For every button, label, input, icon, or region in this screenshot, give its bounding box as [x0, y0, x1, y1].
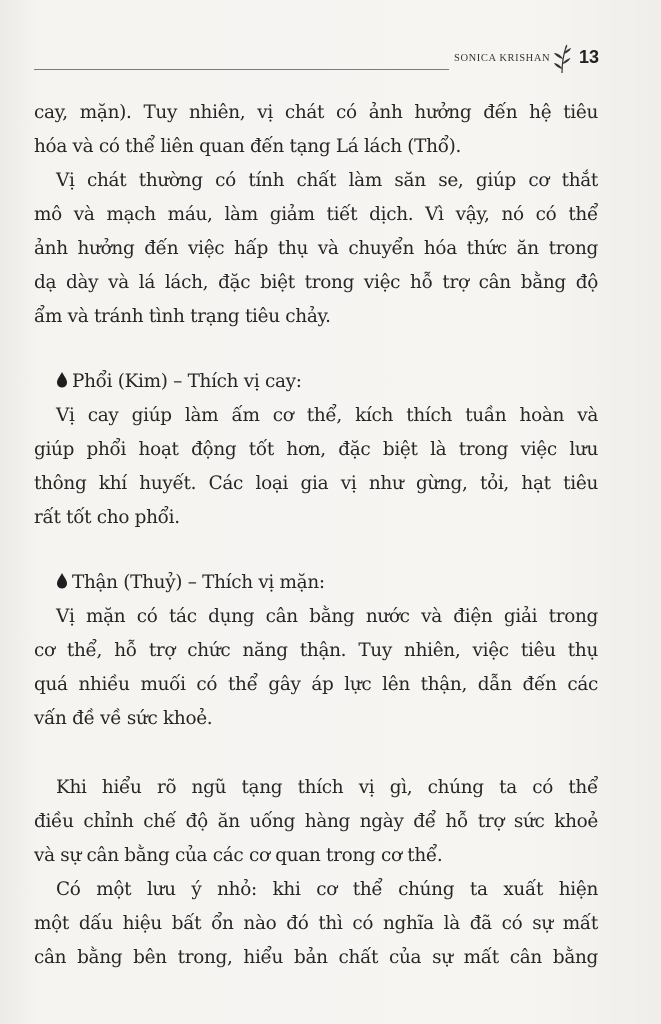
text-line: một dấu hiệu bất ổn nào đó thì có nghĩa là đã có sự mất	[34, 913, 598, 934]
text-line: điều chỉnh chế độ ăn uống hàng ngày để hỗ trợ sức khoẻ	[34, 811, 598, 832]
heading-text: Phổi (Kim) – Thích vị cay:	[72, 371, 302, 392]
paragraph	[34, 399, 598, 535]
page-number: 13	[579, 47, 600, 67]
text-line: quá nhiều muối có thể gây áp lực lên thận, dẫn đến các	[34, 674, 598, 695]
text-line: hóa và có thể liên quan đến tạng Lá lách (Thổ).	[34, 136, 462, 157]
section-heading-kidneys	[34, 566, 598, 600]
text-line: Khi hiểu rõ ngũ tạng thích vị gì, chúng ta có thể	[56, 777, 598, 798]
text-line: dạ dày và lá lách, đặc biệt trong việc hỗ trợ cân bằng độ	[34, 272, 598, 293]
text-line: ẩm và tránh tình trạng tiêu chảy.	[34, 306, 331, 327]
paragraph-gap	[34, 535, 598, 566]
heading-text: Thận (Thuỷ) – Thích vị mặn:	[72, 572, 325, 593]
paragraph-gap	[34, 334, 598, 365]
water-drop-icon	[56, 573, 68, 589]
text-line: Vị mặn có tác dụng cân bằng nước và điện giải trong	[56, 606, 598, 627]
paragraph	[34, 873, 598, 975]
body-text	[34, 96, 598, 975]
paragraph	[34, 96, 598, 164]
header-rule	[34, 69, 449, 70]
text-line: ảnh hưởng đến việc hấp thụ và chuyển hóa thức ăn trong	[34, 238, 598, 259]
running-header	[34, 44, 634, 74]
text-line: cân bằng bên trong, hiểu bản chất của sự mất cân bằng	[34, 947, 598, 968]
section-heading-lungs	[34, 365, 598, 399]
text-line: mô và mạch máu, làm giảm tiết dịch. Vì vậy, nó có thể	[34, 204, 598, 225]
text-line: Vị cay giúp làm ấm cơ thể, kích thích tuần hoàn và	[56, 405, 598, 426]
water-drop-icon	[56, 372, 68, 388]
text-line: vấn đề về sức khoẻ.	[34, 708, 213, 729]
text-line: giúp phổi hoạt động tốt hơn, đặc biệt là trong việc lưu	[34, 439, 598, 460]
paragraph	[34, 771, 598, 873]
paragraph	[34, 600, 598, 736]
text-line: Vị chát thường có tính chất làm săn se, giúp cơ thắt	[56, 170, 598, 191]
header-author: SONICA KRISHAN	[454, 53, 551, 64]
text-line: cay, mặn). Tuy nhiên, vị chát có ảnh hưởng đến hệ tiêu	[34, 102, 598, 123]
text-line: và sự cân bằng của các cơ quan trong cơ thể.	[34, 845, 443, 866]
paragraph	[34, 164, 598, 334]
text-line: thông khí huyết. Các loại gia vị như gừng, tỏi, hạt tiêu	[34, 473, 598, 494]
text-line: cơ thể, hỗ trợ chức năng thận. Tuy nhiên, việc tiêu thụ	[34, 640, 598, 661]
leaf-sprig-icon	[551, 44, 573, 74]
text-line: rất tốt cho phổi.	[34, 507, 180, 528]
text-line: Có một lưu ý nhỏ: khi cơ thể chúng ta xuất hiện	[56, 879, 598, 900]
paragraph-gap	[34, 736, 598, 771]
